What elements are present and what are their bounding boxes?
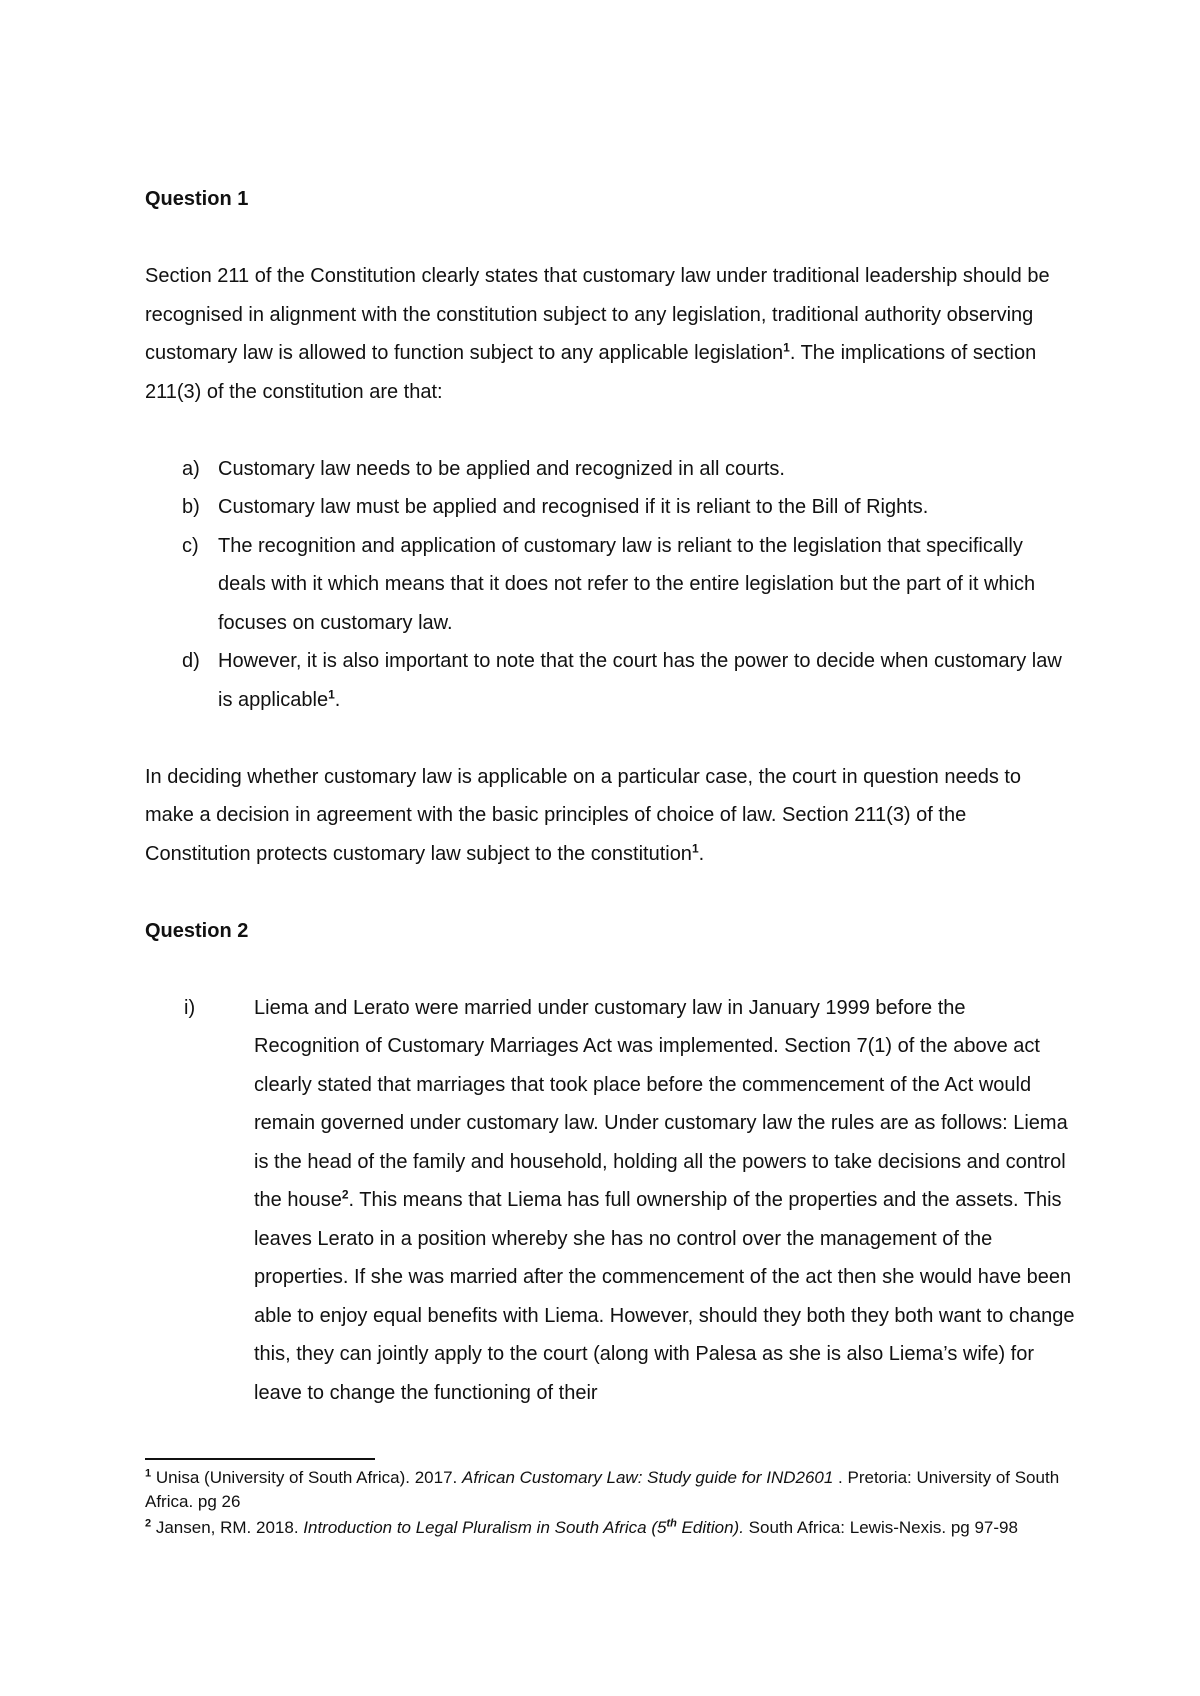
- list-item-text: Customary law must be applied and recognised if it is reliant to the Bill of Rights.: [218, 496, 929, 518]
- question-1-intro-after: . The implications of section 211(3) of the constitution are that:: [145, 342, 1037, 403]
- question-1-conclusion-after: .: [698, 842, 705, 865]
- footnote-ref[interactable]: 1: [691, 840, 699, 855]
- footnote-title-end: Edition).: [676, 1518, 744, 1537]
- question-1-conclusion-text: In deciding whether customary law is applicable on a particular case, the court in question needs to make a decision in agreement with the basic principles of choice of law. Section 211(3) of the Constitution protects customary law subject to the constitution: [145, 765, 1022, 865]
- list-marker: a): [182, 457, 200, 480]
- question-2-list: [145, 989, 1075, 1413]
- footnote-title-main: Introduction to Legal Pluralism in South Africa (5: [303, 1518, 667, 1537]
- implications-list: [145, 450, 1075, 720]
- footnote-title: African Customary Law: Study guide for IND2601: [461, 1468, 834, 1487]
- footnote-number: 1: [145, 1467, 152, 1480]
- footnote-ref[interactable]: 1: [783, 340, 790, 355]
- footnote-title-sup: th: [666, 1517, 677, 1530]
- list-item: [145, 450, 1075, 489]
- document-body: [145, 180, 1075, 1412]
- list-item: [145, 642, 1075, 719]
- footnote-2: [145, 1516, 1075, 1540]
- question-1-intro-text: Section 211 of the Constitution clearly states that customary law under traditional leadership should be recognised in alignment with the constitution subject to any legislation, traditional authority observing customary law is allowed to function subject to any applicable legislation: [145, 265, 1050, 364]
- footnotes: [145, 1458, 1075, 1543]
- footnote-separator: [145, 1458, 375, 1460]
- list-marker: i): [184, 996, 196, 1019]
- question-1-intro: [145, 257, 1075, 411]
- list-item-text: The recognition and application of customary law is reliant to the legislation that specifically deals with it which means that it does not refer to the entire legislation but the part of it which focuses on customary law.: [218, 534, 1036, 634]
- question-1-heading: Question 1: [145, 188, 249, 210]
- list-item: [145, 527, 1075, 643]
- footnote-ref[interactable]: 1: [328, 686, 335, 701]
- footnote-suffix: . Pretoria: University of South Africa. pg 26: [145, 1468, 1060, 1511]
- list-item-text: However, it is also important to note that the court has the power to decide when customary law is applicable: [218, 650, 1062, 711]
- footnote-1: [145, 1466, 1075, 1513]
- footnote-number: 2: [145, 1517, 152, 1530]
- list-item-after: .: [334, 688, 341, 711]
- question-1-conclusion: [145, 758, 1075, 874]
- question-2-text-before: Liema and Lerato were married under customary law in January 1999 before the Recognition of Customary Marriages Act was implemented. Section 7(1) of the above act clearly stated that marriages that took place before the commencement of the Act would remain governed under customary law. Under customary law the rules are as follows: Liema is the head of the family and household, holding all the powers to take decisions and control the house: [254, 996, 1068, 1211]
- question-2-text-after: . This means that Liema has full ownership of the properties and the assets. This leaves Lerato in a position whereby she has no control over the management of the properties. If she was married after the commencement of the act then she would have been able to enjoy equal benefits with Liema. However, should they both they both want to change this, they can jointly apply to the court (along with Palesa as she is also Liema’s wife) for leave to change the functioning of their: [254, 1189, 1075, 1404]
- footnote-suffix: South Africa: Lewis-Nexis. pg 97-98: [743, 1518, 1018, 1537]
- list-marker: b): [182, 496, 200, 518]
- list-marker: d): [182, 650, 200, 672]
- question-2-heading: Question 2: [145, 919, 249, 942]
- footnote-ref[interactable]: 2: [341, 1187, 349, 1202]
- list-item-text: Customary law needs to be applied and recognized in all courts.: [218, 457, 785, 480]
- list-item: [145, 488, 1075, 527]
- footnote-prefix: Unisa (University of South Africa). 2017.: [151, 1468, 462, 1487]
- list-marker: c): [182, 534, 199, 557]
- footnote-title: [303, 1518, 744, 1537]
- list-item: [145, 989, 1075, 1413]
- footnote-prefix: Jansen, RM. 2018.: [151, 1518, 304, 1537]
